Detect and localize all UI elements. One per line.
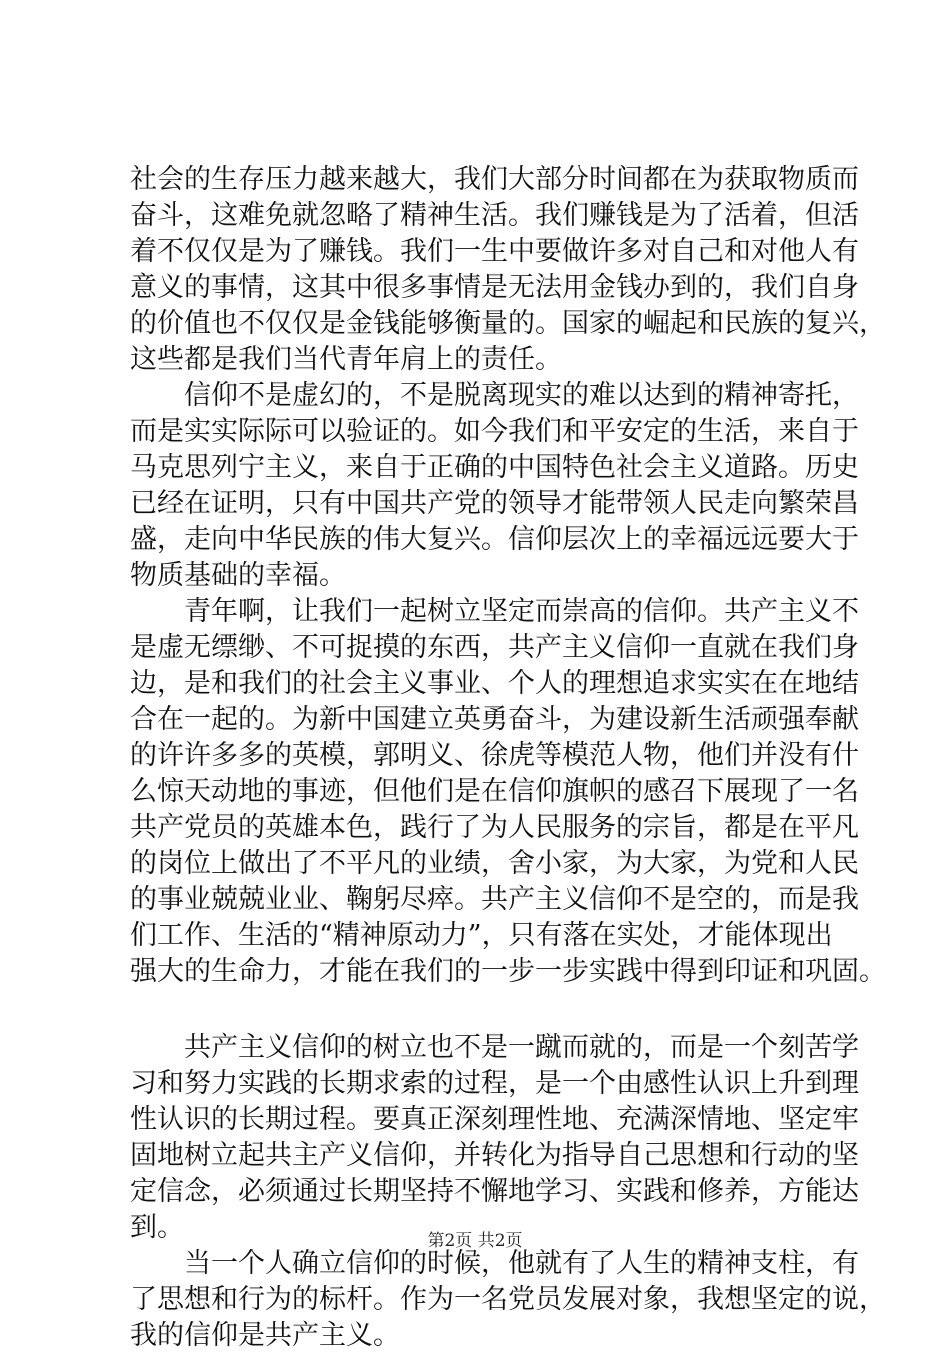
text-line: 而是实实际际可以验证的。如今我们和平安定的生活，来自于 <box>130 416 859 447</box>
page-footer <box>0 1226 950 1251</box>
text-line: 奋斗，这难免就忽略了精神生活。我们赚钱是为了活着，但活 <box>130 200 859 231</box>
text-line: 着不仅仅是为了赚钱。我们一生中要做许多对自己和对他人有 <box>130 236 859 267</box>
text-line: 共产党员的英雄本色，践行了为人民服务的宗旨，都是在平凡 <box>130 812 859 843</box>
text-line: 强大的生命力，才能在我们的一步一步实践中得到印证和巩固。 <box>130 956 886 987</box>
text-line: 习和努力实践的长期求索的过程，是一个由感性认识上升到理 <box>130 1068 859 1099</box>
text-line: 意义的事情，这其中很多事情是无法用金钱办到的，我们自身 <box>130 272 859 303</box>
page-number: 第2页 共2页 <box>427 1231 523 1251</box>
paragraph-first-line: 当一个人确立信仰的时候，他就有了人生的精神支柱，有 <box>184 1248 859 1279</box>
text-line: 这些都是我们当代青年肩上的责任。 <box>130 344 562 375</box>
text-line: 的事业兢兢业业、鞠躬尽瘁。共产主义信仰不是空的，而是我 <box>130 884 859 915</box>
text-line: 物质基础的幸福。 <box>130 560 346 591</box>
text-line: 的价值也不仅仅是金钱能够衡量的。国家的崛起和民族的复兴， <box>130 308 886 339</box>
text-line: 固地树立起共主产义信仰，并转化为指导自己思想和行动的坚 <box>130 1140 859 1171</box>
text-line: 盛，走向中华民族的伟大复兴。信仰层次上的幸福远远要大于 <box>130 524 859 555</box>
text-line: 么惊天动地的事迹，但他们是在信仰旗帜的感召下展现了一名 <box>130 776 859 807</box>
text-line: 的岗位上做出了不平凡的业绩，舍小家，为大家，为党和人民 <box>130 848 859 879</box>
text-line: 边，是和我们的社会主义事业、个人的理想追求实实在在地结 <box>130 668 859 699</box>
text-line: 我的信仰是共产主义。 <box>130 1320 400 1351</box>
paragraph-gap <box>130 990 852 1030</box>
text-line: 合在一起的。为新中国建立英勇奋斗，为建设新生活顽强奉献 <box>130 704 859 735</box>
document-body <box>130 162 886 1354</box>
text-line: 是虚无缥缈、不可捉摸的东西，共产主义信仰一直就在我们身 <box>130 632 859 663</box>
text-line: 的许许多多的英模，郭明义、徐虎等模范人物，他们并没有什 <box>130 740 859 771</box>
text-line: 性认识的长期过程。要真正深刻理性地、充满深情地、坚定牢 <box>130 1104 859 1135</box>
text-line: 定信念，必须通过长期坚持不懈地学习、实践和修养，方能达 <box>130 1176 859 1207</box>
paragraph-first-line: 青年啊，让我们一起树立坚定而崇高的信仰。共产主义不 <box>184 596 859 627</box>
paragraph-first-line: 信仰不是虚幻的，不是脱离现实的难以达到的精神寄托， <box>184 380 859 411</box>
text-line: 已经在证明，只有中国共产党的领导才能带领人民走向繁荣昌 <box>130 488 859 519</box>
text-line: 了思想和行为的标杆。作为一名党员发展对象，我想坚定的说， <box>130 1284 886 1315</box>
text-line: 社会的生存压力越来越大，我们大部分时间都在为获取物质而 <box>130 164 859 195</box>
text-line: 到。 <box>130 1212 184 1243</box>
paragraph-first-line: 共产主义信仰的树立也不是一蹴而就的，而是一个刻苦学 <box>184 1032 859 1063</box>
text-line: 马克思列宁主义，来自于正确的中国特色社会主义道路。历史 <box>130 452 859 483</box>
text-line: 们工作、生活的“精神原动力”，只有落在实处，才能体现出 <box>130 920 833 951</box>
